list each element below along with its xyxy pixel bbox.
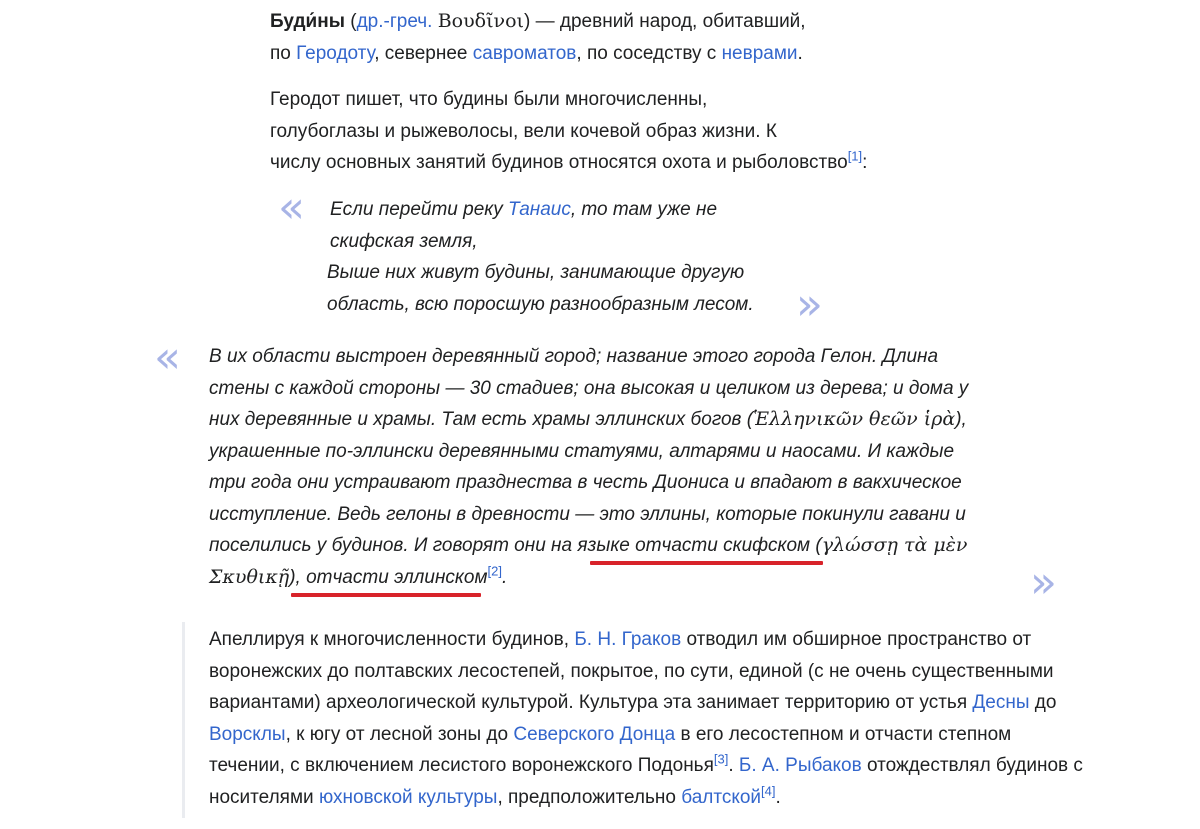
yukhnov-culture-link[interactable]: юхновской культуры bbox=[318, 786, 498, 808]
p2-line-2: голубоглазы и рыжеволосы, вели кочевой образ жизни. К bbox=[270, 120, 777, 142]
greek-name: Βουδῖνοι bbox=[437, 10, 524, 32]
intro-text-4: , по соседству с bbox=[576, 42, 722, 64]
q1-line-3: Выше них живут будины, занимающие другую bbox=[327, 262, 745, 283]
intro-line-2 bbox=[270, 38, 806, 70]
ref-3-link[interactable]: [3] bbox=[713, 751, 729, 767]
q2-line-5: три года они устраивают празднества в честь Диониса и впадают в вакхическое bbox=[209, 472, 962, 493]
p2-colon: : bbox=[862, 152, 868, 173]
q2-line-3 bbox=[209, 404, 968, 436]
p3-line-4 bbox=[209, 719, 1083, 751]
p2-line-1: Геродот пишет, что будины были многочисленны, bbox=[270, 89, 708, 110]
ref-4-link[interactable]: [4] bbox=[761, 783, 776, 799]
q2-line-8 bbox=[209, 562, 968, 594]
p3-l5-c: отождествлял будинов с bbox=[861, 755, 1083, 776]
paren-close: ) bbox=[524, 11, 531, 32]
article-term: Буди́ны bbox=[270, 11, 345, 32]
p3-l1-a: Апеллируя к многочисленности будинов, bbox=[209, 629, 575, 650]
q1-line-4: область, всю поросшую разнообразным лесом. bbox=[327, 293, 754, 315]
intro-text-5: . bbox=[797, 42, 803, 64]
intro-paragraph bbox=[270, 6, 806, 69]
hellenic-language-phrase: отчасти эллинском bbox=[306, 566, 488, 588]
p3-l5-b: . bbox=[728, 755, 739, 776]
q2-line-3-a: них деревянные и храмы. Там есть храмы эллинских богов ( bbox=[209, 409, 754, 430]
q1-line-1 bbox=[330, 194, 754, 226]
desna-link[interactable]: Десны bbox=[972, 692, 1030, 713]
greek-language-phrase-2: Σκυθικῇ bbox=[209, 565, 290, 588]
baltic-link[interactable]: балтской bbox=[681, 786, 762, 808]
q2-line-2: стены с каждой стороны — 30 стадиев; она высокая и целиком из дерева; и дома у bbox=[209, 377, 969, 399]
p3-l3-a: вариантами) археологической культурой. Культура эта занимает территорию от устья bbox=[209, 692, 973, 713]
intro-text-2: по bbox=[270, 42, 297, 64]
q2-line-3-b: ), bbox=[955, 409, 967, 430]
p3-line-6 bbox=[209, 782, 1083, 814]
p3-line-2: воронежских до полтавских лесостепей, покрытое, по сути, единой (с не очень существенными bbox=[209, 660, 1054, 682]
quote2-open-mark: « bbox=[154, 332, 177, 383]
donets-link[interactable]: Северского Донца bbox=[513, 723, 676, 745]
p3-l6-c: . bbox=[775, 786, 781, 808]
p3-l3-b: до bbox=[1029, 692, 1057, 713]
q1-line-1-b: , то там уже не bbox=[570, 199, 718, 220]
q2-line-7-b: ( bbox=[810, 535, 822, 556]
gelonus-quote bbox=[209, 341, 968, 593]
q2-line-6: исступление. Ведь гелоны в древности — это эллины, которые покинули гавани и bbox=[209, 503, 966, 525]
herodotus-link[interactable]: Геродоту bbox=[296, 42, 375, 64]
grakov-link[interactable]: Б. Н. Граков bbox=[574, 629, 682, 650]
sauromatae-link[interactable]: савроматов bbox=[472, 42, 577, 64]
q1-line-1-a: Если перейти реку bbox=[330, 199, 509, 220]
p3-l6-a: носителями bbox=[209, 786, 319, 808]
p3-l6-b: , предположительно bbox=[497, 786, 682, 808]
p3-line-3 bbox=[209, 687, 1083, 719]
herodotus-paragraph bbox=[270, 84, 867, 179]
q2-line-8-a: ), bbox=[289, 566, 307, 588]
left-border-bar bbox=[182, 622, 185, 818]
q2-line-1: В их области выстроен деревянный город; название этого города Гелон. Длина bbox=[209, 346, 939, 367]
underline-hellenic bbox=[291, 593, 481, 597]
intro-text-3: , севернее bbox=[374, 42, 473, 64]
grakov-paragraph bbox=[209, 624, 1083, 813]
p3-l1-b: отводил им обширное пространство от bbox=[681, 629, 1032, 650]
underline-scythian bbox=[590, 561, 823, 565]
lang-link[interactable]: др.-греч. bbox=[356, 11, 433, 32]
p3-line-5 bbox=[209, 750, 1083, 782]
p3-l5-a: течении, с включением лесистого воронежского Подонья bbox=[209, 755, 714, 776]
greek-gods-phrase: Ἑλληνικῶν θεῶν ἱρὰ bbox=[753, 408, 956, 430]
p2-line-3-text: числу основных занятий будинов относятся охота и рыболовство bbox=[270, 152, 848, 173]
q2-line-4: украшенные по-эллински деревянными статуями, алтарями и наосами. И каждые bbox=[209, 440, 955, 462]
intro-text-1: — древний народ, обитавший, bbox=[530, 11, 806, 32]
p3-l4-a: , к югу от лесной зоны до bbox=[285, 723, 514, 745]
vorskla-link[interactable]: Ворсклы bbox=[209, 723, 286, 745]
q1-line-2: скифская земля, bbox=[330, 230, 478, 252]
p3-l4-b: в его лесостепном и отчасти степном bbox=[675, 723, 1012, 745]
greek-language-phrase-1: γλώσσῃ τὰ μὲν bbox=[821, 534, 968, 556]
p3-line-1 bbox=[209, 624, 1083, 656]
q2-line-8-end: . bbox=[501, 566, 508, 588]
tanais-link[interactable]: Танаис bbox=[508, 199, 571, 220]
paren-open: ( bbox=[350, 11, 357, 32]
q2-line-7-a: поселились у будинов. И говорят они на bbox=[209, 535, 578, 556]
quote2-close-mark: » bbox=[1030, 557, 1053, 608]
quote1-open-mark: « bbox=[278, 182, 301, 233]
neuri-link[interactable]: неврами bbox=[721, 42, 798, 64]
quote1-close-mark: » bbox=[796, 279, 819, 330]
intro-line-1 bbox=[270, 6, 806, 38]
scythian-language-phrase: языке отчасти скифском bbox=[577, 535, 811, 556]
rybakov-link[interactable]: Б. А. Рыбаков bbox=[738, 755, 862, 776]
p2-line-3 bbox=[270, 147, 867, 179]
ref-2-link[interactable]: [2] bbox=[487, 563, 502, 579]
ref-1-link[interactable]: [1] bbox=[847, 148, 863, 164]
tanais-quote bbox=[327, 194, 754, 320]
q2-line-7 bbox=[209, 530, 968, 562]
